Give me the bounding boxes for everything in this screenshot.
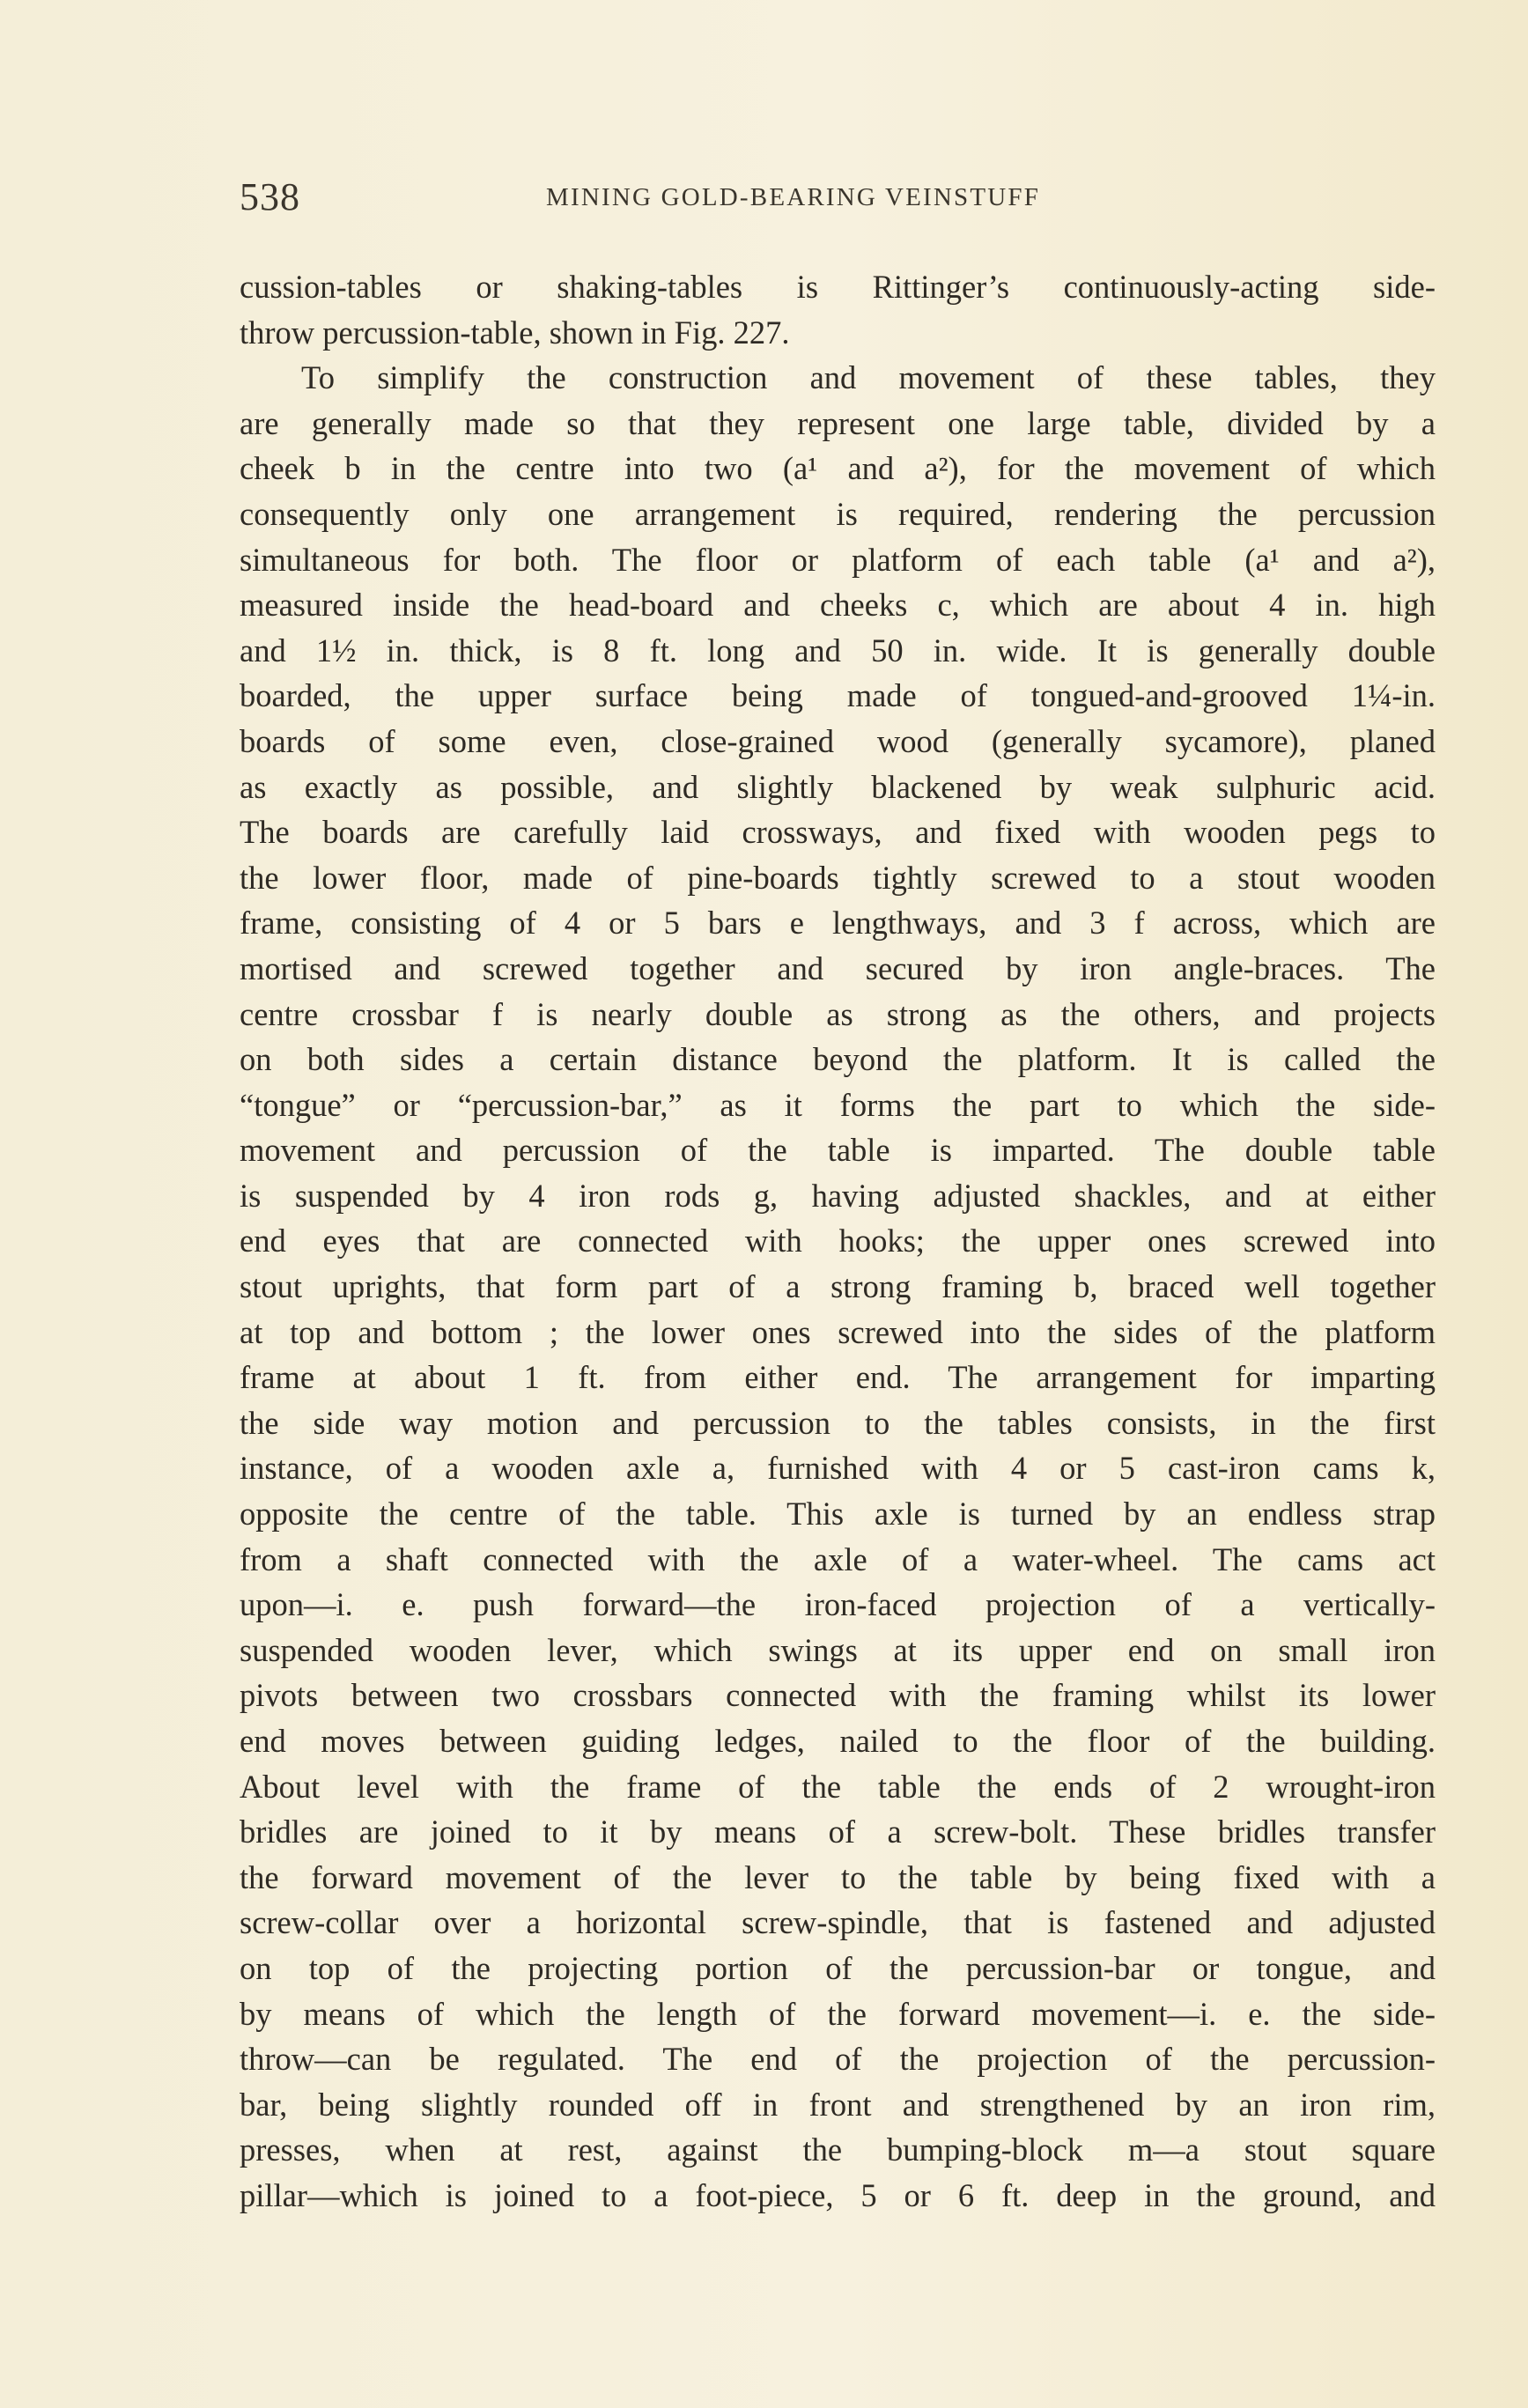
text-line: boarded, the upper surface being made of tongued-and-grooved 1¼-in. — [240, 677, 1436, 714]
text-line: pivots between two crossbars connected with the framing whilst its lower — [240, 1677, 1436, 1714]
text-line: measured inside the head-board and cheeks c, which are about 4 in. high — [240, 587, 1436, 624]
text-line: To simplify the construction and movement of these tables, they — [301, 359, 1436, 396]
text-line: end moves between guiding ledges, nailed to the floor of the building. — [240, 1723, 1436, 1759]
running-title: MINING GOLD-BEARING VEINSTUFF — [546, 183, 1041, 211]
text-line: cussion-tables or shaking-tables is Rittinger’s continuously-acting side- — [240, 269, 1436, 305]
text-line: throw—can be regulated. The end of the projection of the percussion- — [240, 2041, 1436, 2078]
text-line: throw percussion-table, shown in Fig. 227. — [240, 314, 790, 351]
text-line: suspended wooden lever, which swings at its upper end on small iron — [240, 1631, 1436, 1668]
text-line: on top of the projecting portion of the percussion-bar or tongue, and — [240, 1949, 1436, 1986]
text-line: opposite the centre of the table. This axle is turned by an endless strap — [240, 1496, 1436, 1533]
text-line: simultaneous for both. The floor or platform of each table (a¹ and a²), — [240, 541, 1436, 578]
text-line: centre crossbar f is nearly double as strong as the others, and projects — [240, 995, 1436, 1032]
text-line: end eyes that are connected with hooks; the upper ones screwed into — [240, 1222, 1436, 1259]
text-line: is suspended by 4 iron rods g, having adjusted shackles, and at either — [240, 1177, 1436, 1214]
text-line: pillar—which is joined to a foot-piece, 5 or 6 ft. deep in the ground, and — [240, 2176, 1436, 2213]
text-line: stout uprights, that form part of a strong framing b, braced well together — [240, 1268, 1436, 1305]
text-line: as exactly as possible, and slightly blackened by weak sulphuric acid. — [240, 768, 1436, 805]
text-line: the side way motion and percussion to the tables consists, in the first — [240, 1404, 1436, 1441]
text-line: movement and percussion of the table is imparted. The double table — [240, 1132, 1436, 1169]
page-header — [240, 174, 1436, 227]
text-line: at top and bottom ; the lower ones screwed into the sides of the platform — [240, 1313, 1436, 1350]
text-line: on both sides a certain distance beyond the platform. It is called the — [240, 1041, 1436, 1078]
text-line: bridles are joined to it by means of a screw-bolt. These bridles transfer — [240, 1813, 1436, 1850]
text-line: are generally made so that they represent one large table, divided by a — [240, 404, 1436, 441]
page-number: 538 — [240, 175, 300, 218]
text-line: presses, when at rest, against the bumping-block m—a stout square — [240, 2131, 1436, 2168]
text-line: bar, being slightly rounded off in front and strengthened by an iron rim, — [240, 2086, 1436, 2123]
text-line: from a shaft connected with the axle of a water-wheel. The cams act — [240, 1540, 1436, 1577]
text-line: frame at about 1 ft. from either end. The arrangement for imparting — [240, 1359, 1436, 1396]
text-line: by means of which the length of the forward movement—i. e. the side- — [240, 1995, 1436, 2032]
text-line: the lower floor, made of pine-boards tightly screwed to a stout wooden — [240, 859, 1436, 896]
text-line: screw-collar over a horizontal screw-spindle, that is fastened and adjusted — [240, 1904, 1436, 1941]
text-line: cheek b in the centre into two (a¹ and a²), for the movement of which — [240, 450, 1436, 487]
body-text — [240, 264, 1436, 2219]
text-line: About level with the frame of the table the ends of 2 wrought-iron — [240, 1768, 1436, 1805]
text-line: mortised and screwed together and secured by iron angle-braces. The — [240, 949, 1436, 986]
text-line: instance, of a wooden axle a, furnished with 4 or 5 cast-iron cams k, — [240, 1450, 1436, 1487]
text-line: the forward movement of the lever to the table by being fixed with a — [240, 1858, 1436, 1895]
text-line: The boards are carefully laid crossways, and fixed with wooden pegs to — [240, 814, 1436, 851]
text-line: and 1½ in. thick, is 8 ft. long and 50 in. wide. It is generally double — [240, 632, 1436, 668]
text-line: boards of some even, close-grained wood (generally sycamore), planed — [240, 722, 1436, 759]
text-line: frame, consisting of 4 or 5 bars e lengthways, and 3 f across, which are — [240, 905, 1436, 942]
text-line: “tongue” or “percussion-bar,” as it forms the part to which the side- — [240, 1086, 1436, 1123]
text-line: upon—i. e. push forward—the iron-faced projection of a vertically- — [240, 1586, 1436, 1623]
text-line: consequently only one arrangement is required, rendering the percussion — [240, 495, 1436, 532]
